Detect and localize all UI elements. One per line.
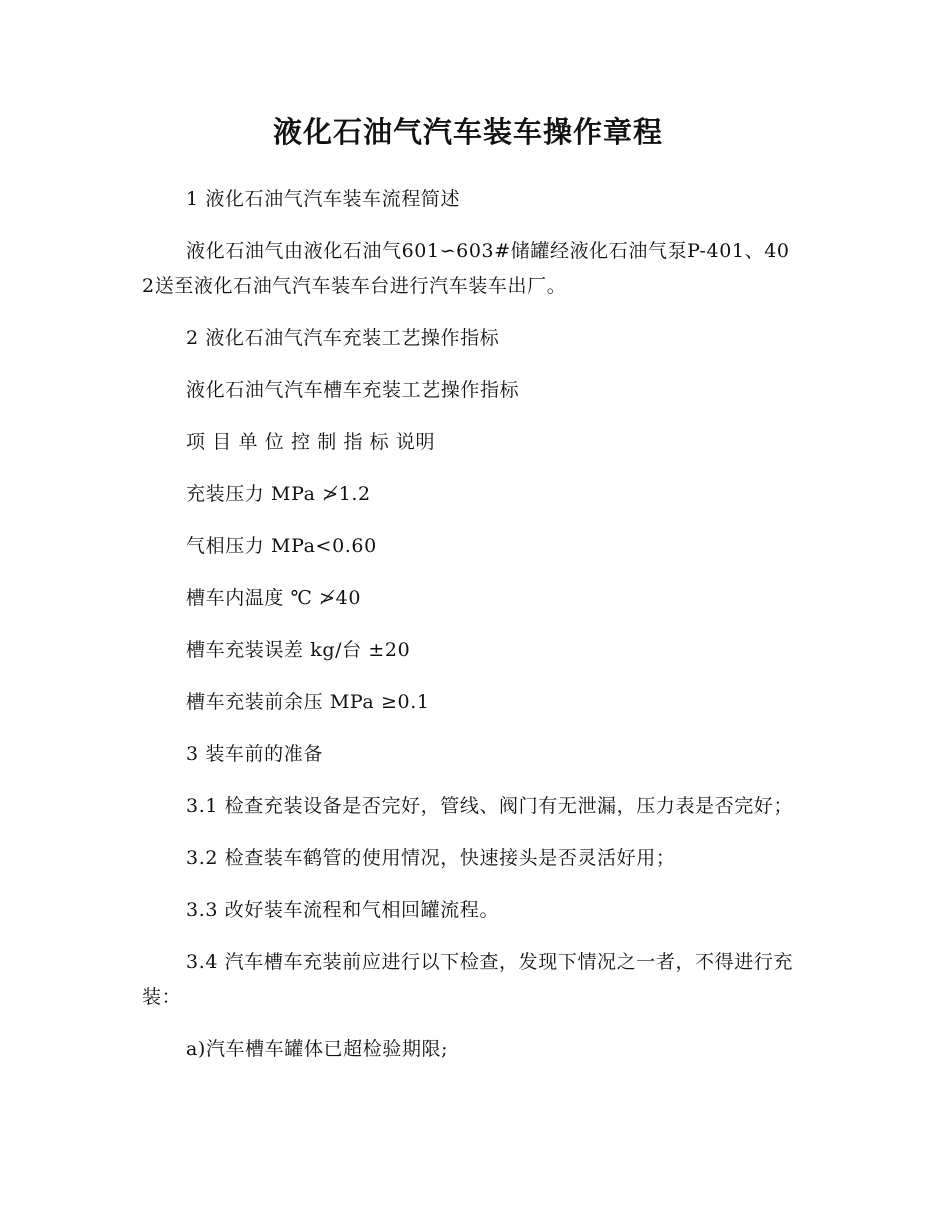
item-3-4: 3.4 汽车槽车充装前应进行以下检查，发现下情况之一者，不得进行充装： (142, 951, 794, 1008)
table-row-filling-pressure: 充装压力 MPa ≯1.2 (186, 483, 371, 505)
item-3-2: 3.2 检查装车鹤管的使用情况，快速接头是否灵活好用； (186, 847, 676, 869)
section-heading-1: 1 液化石油气汽车装车流程简述 (186, 188, 461, 210)
table-row-residual-pressure: 槽车充装前余压 MPa ≥0.1 (186, 691, 430, 713)
table-row-filling-error: 槽车充装误差 kg/台 ±20 (186, 639, 411, 661)
paragraph-flow-description: 液化石油气由液化石油气601∽603#储罐经液化石油气泵P-401、402送至液化石油气汽车装车台进行汽车装车出厂。 (142, 240, 790, 297)
section-heading-2: 2 液化石油气汽车充装工艺操作指标 (186, 327, 500, 349)
document-title: 液化石油气汽车装车操作章程 (272, 115, 663, 149)
table-row-gas-phase-pressure: 气相压力 MPa<0.60 (186, 535, 377, 557)
item-a: a)汽车槽车罐体已超检验期限; (186, 1038, 449, 1060)
item-3-3: 3.3 改好装车流程和气相回罐流程。 (186, 899, 500, 921)
table-row-tank-temperature: 槽车内温度 ℃ ≯40 (186, 587, 362, 609)
table-header-row: 项 目 单 位 控 制 指 标 说明 (186, 431, 436, 453)
item-3-1: 3.1 检查充装设备是否完好，管线、阀门有无泄漏，压力表是否完好； (186, 795, 794, 817)
section-heading-3: 3 装车前的准备 (186, 743, 323, 765)
table-caption: 液化石油气汽车槽车充装工艺操作指标 (186, 379, 520, 401)
